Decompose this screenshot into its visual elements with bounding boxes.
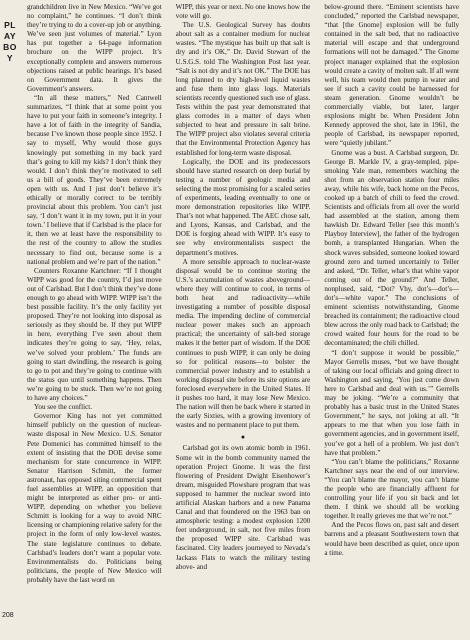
section-break-bullet: ● bbox=[240, 433, 246, 442]
column-3 bbox=[324, 3, 459, 637]
page-number: 208 bbox=[2, 612, 14, 619]
paragraph: Gnome was a bust. A Carlsbad surgeon, Dr. George B. Markle IV, a gray-templed, pipe-smoking Yale man, remembers watching the shot from an observation station four miles away, while his wife, back home on the Pecos, cooked up a batch of chili to feed the crowd. Scientists and officials from all over the world had assembled at the station, among them hawkish Dr. Edward Teller [see this month’s Playboy Interview], the father of the hydrogen bomb, a transplanted Hungarian. When the shock waves subsided, someone looked toward ground zero and turned uncertainly to Teller and asked, “Dr. Teller, what’s that white vapor coming out of the ground?” And Teller, nonplused, said, “Dot? Vhy, dot’s—dot’s—dot’s—white vapor.” The conclusions of eminent scientists notwithstanding, Gnome breached its containment; the radioactive cloud blew across the only road back to Carlsbad; the crowd waited four hours for the road to be decontaminated; the chili chilled. bbox=[324, 148, 460, 348]
paragraph: The U.S. Geological Survey has doubts about salt as a container medium for nuclear wastes. “The mystique has built up that salt is dry and it’s OK,” Dr. David Stewart of the U.S.G.S. told The Washington Post last year. “Salt is not dry and it’s not OK.” The DOE has long planned to dry high-level liquid wastes and fuse them into glass logs. Materials scientists recently questioned such use of glass. Tests within the past year demonstrated that glass corrodes in a matter of days when subjected to heat and pressure in salt brine. The WIPP project also violates several criteria that the Environmental Protection Agency has established for long-term waste disposal. bbox=[175, 21, 311, 157]
page-margin bbox=[0, 0, 24, 640]
paragraph: Logically, the DOE and its predecessors should have started research on deep burial by testing a number of geologic media and selecting the most promising for a scaled series of experiments, leading eventually to one or more demonstration repositories like WIPP. That’s not what happened. The AEC chose salt, and Lyons, Kansas, and Carlsbad, and the DOE is forging ahead with WIPP. It’s easy to see why environmentalists suspect the department’s motives. bbox=[175, 157, 311, 257]
paragraph: WIPP, this year or next. No one knows how the vote will go. bbox=[175, 3, 311, 21]
paragraph: “I don’t suppose it would be possible,” Mayor Gerrells muses, “but we have thought of taking our local officials and going direct to Washington and saying, ‘You just come down here to Carlsbad and deal with us.’” Gerrells may be joking. “We’re a community that probably has a basic trust in the United States Government,” he says, not joking at all. “It appears to me that when you lose faith in government agencies, and in government itself, you’ve got a hell of a problem. We just don’t have that problem.” bbox=[324, 348, 460, 457]
paragraph: “In all these matters,” Ned Cantwell summarizes, “I think that at some point you have to put your faith in someone’s integrity. I have a lot of faith in the integrity of Sandia, because I’ve known those people since 1952. I say to myself, Why would those guys knowingly put something in my back yard that’s going to kill my kids? I don’t think they would. I don’t think they’re motivated to sell us a bill of goods. They’ve been extremely open with us. And I just don’t believe it’s ethically or morally correct to be terribly provincial about this problem. You can’t just say, ‘I don’t want it in my town, put it in your town.’ I believe that if Carlsbad is the place for it, then we at least have the responsibility to the rest of the country to allow the studies necessary to find out, because some is a national problem and we’re part of the nation.” bbox=[27, 93, 162, 266]
paragraph: “You can’t blame the politicians,” Roxanne Kartchner says near the end of our interview. “You can’t blame the mayor, you can’t blame the people who are financially affluent for controlling your life if you sit back and let them. I think we should all be working together. It really grieves me that we’re not.” bbox=[324, 457, 460, 521]
paragraph: Counters Roxanne Kartchner: “If I thought WIPP was good for the country, I’d just move out of Carlsbad. But I don’t think they’ve done enough to go ahead with WIPP. WIPP isn’t the best possible facility. It’s the only facility yet proposed. They’re not looking into disposal as seriously as they should be. If they put WIPP in here, everything I’ve seen about them indicates they’re going to say, ‘Hey, relax, we’ve solved your problem.’ The funds are going to start dwindling, the research is going to go to pot and they’re going to continue with the status quo until something happens. Then we’re going to be stuck. Then we’re not going to have any choices.” bbox=[27, 266, 162, 403]
paragraph: You see the conflict. bbox=[34, 403, 92, 412]
paragraph: Governor King has not yet committed himself publicly on the question of nuclear-waste disposal in New Mexico. U.S. Senator Pete Domenici has committed himself to the extent of insisting that the DOE devise some mechanism for state concurrence in WIPP. Senator Harrison Schmitt, the former astronaut, has opposed siting commercial spent fuel assemblies at WIPP, an opposition that might be interpreted as either pro- or anti-WIPP, depending on whether you believe Schmitt is looking for a way to avoid NRC licensing or championing relative safety for the project in the form of only low-level wastes. The state legislature continues to debate. Carlsbad’s leaders don’t want a popular vote. Environmentalists do. Politicians being politicians, the people of New Mexico will probably have the last word on bbox=[27, 412, 162, 584]
paragraph: grandchildren live in New Mexico. “We’ve got no complaint,” he continues. “I don’t think they’re trying to do a cover-up job or anything. We’ve seen just volumes of material.” Lyon has put together a 64-page information brochure on the WIPP project. It’s exceptionally complete and answers numerous objections raised at public hearings. It’s based on Government data. It gives the Government’s answers. bbox=[27, 3, 162, 93]
column-1 bbox=[27, 3, 162, 637]
paragraph: A more sensible approach to nuclear-waste disposal would be to continue storing the U.S.’s accumulation of wastes aboveground—where they will continue to cool, in terms of both heat and radioactivity—while investigating a number of possible disposal media. The impending decline of commercial nuclear power makes such an approach practical; the uncertainty of salt-bed storage makes it the better part of wisdom. If the DOE continues to push WIPP, it can only be doing so for political reasons—to bolster the commercial power industry and to establish a working disposal site before its site options are foreclosed everywhere in the United States. If it pushes too hard, it may lose New Mexico. The nation will then be back where it started in the early Sixties, with a growing inventory of wastes and no permanent place to put them. bbox=[175, 257, 311, 430]
magazine-name: PLAYBOY bbox=[3, 20, 17, 63]
paragraph: Carlsbad got its own atomic bomb in 1961. Some wit in the bomb community named the operation Project Gnome. It was the first flowering of President Dwight Eisenhower’s dream, misguided Plowshare program that was supposed to hammer the nuclear sword into artificial Alaskan harbors and a new Panama Canal and that foundered on the 1963 ban on atmospheric testing: a modest explosion 1200 feet underground, in salt, not five miles from the proposed WIPP site. Carlsbad was fascinated. City leaders journeyed to Nevada’s Jackass Flats to watch the military testing above- and bbox=[175, 444, 311, 571]
paragraph: And the Pecos flows on, past salt and desert barrens and a pleasant Southwestern town that would have been described as quiet, once upon a time. bbox=[324, 521, 460, 557]
article-body bbox=[27, 3, 459, 637]
column-2 bbox=[176, 3, 311, 637]
paragraph: below-ground there. “Eminent scientists have concluded,” reported the Carlsbad newspaper, “that [the Gnome] explosion will be fully contained in the salt bed, that no radioactive material will escape and that underground formations will not be damaged.” The Gnome project manager explained that the explosion would create a cavity of molten salt. If all went well, his team would then pump in water and see if such a cavity could be harnessed for steam generation. Gnome wouldn’t be commercially viable, but later, larger explosions might be. When President John Kennedy approved the shot, late in 1961, the people of Carlsbad, its newspaper reported, were “quietly jubilant.” bbox=[324, 3, 460, 148]
